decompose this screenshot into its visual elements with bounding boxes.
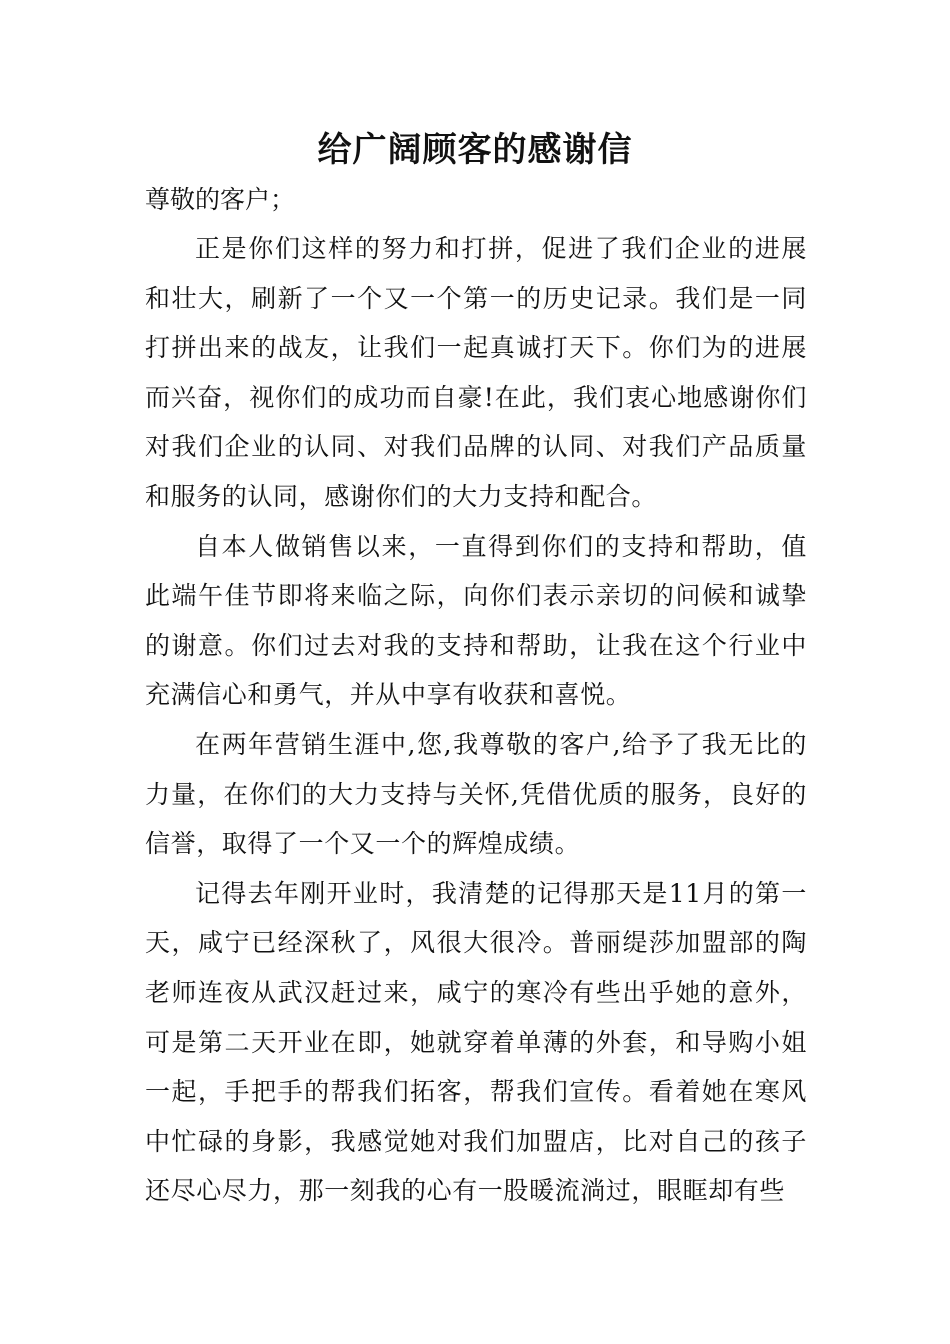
- paragraph-4: 记得去年刚开业时，我清楚的记得那天是11月的第一天，咸宁已经深秋了，风很大很冷。普丽缇莎加盟部的陶老师连夜从武汉赶过来，咸宁的寒冷有些出乎她的意外，可是第二天开业在即，她就穿着单薄的外套，和导购小姐一起，手把手的帮我们拓客，帮我们宣传。看着她在寒风中忙碌的身影，我感觉她对我们加盟店，比对自己的孩子还尽心尽力，那一刻我的心有一股暖流淌过，眼眶却有些: [145, 878, 807, 1206]
- paragraph-2: 自本人做销售以来，一直得到你们的支持和帮助，值此端午佳节即将来临之际，向你们表示亲切的问候和诚挚的谢意。你们过去对我的支持和帮助，让我在这个行业中充满信心和勇气，并从中享有收获和喜悦。: [145, 531, 807, 710]
- paragraph-3: 在两年营销生涯中,您,我尊敬的客户,给予了我无比的力量，在你们的大力支持与关怀,凭借优质的服务，良好的信誉，取得了一个又一个的辉煌成绩。: [145, 729, 807, 859]
- salutation: 尊敬的客户；: [145, 185, 296, 214]
- paragraph-1: 正是你们这样的努力和打拼，促进了我们企业的进展和壮大，刷新了一个又一个第一的历史记录。我们是一同打拼出来的战友，让我们一起真诚打天下。你们为的进展而兴奋，视你们的成功而自豪!在此，我们衷心地感谢你们对我们企业的认同、对我们品牌的认同、对我们产品质量和服务的认同，感谢你们的大力支持和配合。: [145, 234, 807, 511]
- document-title: 给广阔顾客的感谢信: [317, 130, 633, 170]
- letter-body: [145, 224, 807, 1216]
